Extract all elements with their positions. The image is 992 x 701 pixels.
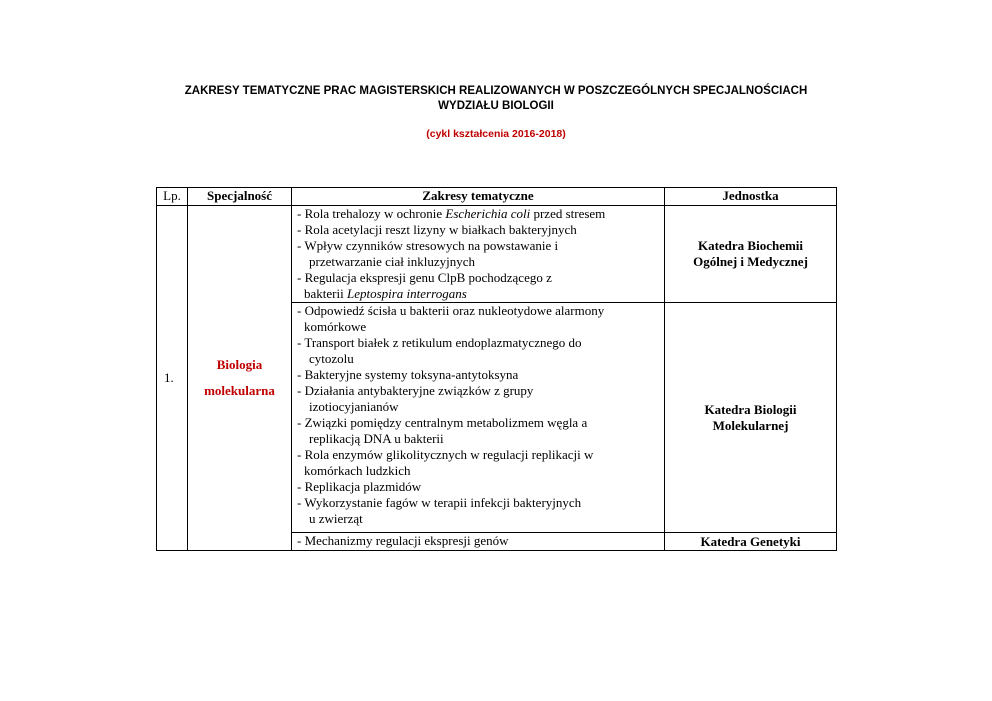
topic-item: - Bakteryjne systemy toksyna-antytoksyna	[297, 367, 519, 382]
header-zakresy: Zakresy tematyczne	[292, 188, 665, 206]
topics-cell-1	[292, 206, 665, 303]
topic-item: - Replikacja plazmidów	[297, 479, 422, 494]
topic-item: - Wpływ czynników stresowych na powstawanie i	[297, 238, 559, 253]
topic-item-continued: replikacją DNA u bakterii	[309, 431, 444, 446]
topic-item: - Regulacja ekspresji genu ClpB pochodzącego z	[297, 270, 552, 285]
topic-item: - Rola enzymów glikolitycznych w regulacji replikacji w	[297, 447, 594, 462]
topic-item: - Mechanizmy regulacji ekspresji genów	[297, 533, 509, 548]
title-line-2: WYDZIAŁU BIOLOGII	[438, 100, 554, 112]
topic-item: - Transport białek z retikulum endoplazmatycznego do	[297, 335, 582, 350]
topic-item-continued: komórkach ludzkich	[304, 463, 411, 478]
topic-item: - Odpowiedź ścisła u bakterii oraz nukleotydowe alarmony	[297, 303, 605, 318]
specialization-cell	[188, 206, 292, 551]
unit-line-2: Ogólnej i Medycznej	[693, 254, 808, 269]
specialization-line-1: Biologia	[216, 357, 263, 372]
header-lp: Lp.	[157, 188, 188, 206]
document-title	[0, 84, 992, 114]
unit-cell-2	[665, 303, 837, 533]
topic-item-continued: przetwarzanie ciał inkluzyjnych	[309, 254, 476, 269]
table-row	[157, 206, 837, 303]
topics-cell-2	[292, 303, 665, 533]
header-specjalnosc: Specjalność	[188, 188, 292, 206]
unit-line-1: Katedra Genetyki	[700, 533, 801, 549]
unit-cell-3	[665, 533, 837, 551]
topic-item: - Związki pomiędzy centralnym metabolizmem węgla a	[297, 415, 588, 430]
unit-line-1: Katedra Biochemii	[697, 238, 804, 253]
topic-item-continued: bakterii Leptospira interrogans	[304, 286, 467, 301]
row-number: 1.	[157, 206, 188, 551]
topic-item: - Rola trehalozy w ochronie Escherichia coli przed stresem	[297, 206, 606, 221]
title-line-1: ZAKRESY TEMATYCZNE PRAC MAGISTERSKICH REALIZOWANYCH W POSZCZEGÓLNYCH SPECJALNOŚCIACH	[184, 85, 808, 97]
topic-item-continued: komórkowe	[304, 319, 367, 334]
topic-item: - Działania antybakteryjne związków z grupy	[297, 383, 534, 398]
unit-cell-1	[665, 206, 837, 303]
topics-table	[156, 187, 837, 551]
unit-line-2: Molekularnej	[712, 417, 789, 433]
document-subtitle: (cykl kształcenia 2016-2018)	[426, 128, 566, 140]
header-jednostka: Jednostka	[665, 188, 837, 206]
topic-item-continued: cytozolu	[309, 351, 354, 366]
topic-item-continued: izotiocyjanianów	[309, 399, 399, 414]
specialization-line-2: molekularna	[204, 383, 275, 398]
topic-item: - Wykorzystanie fagów w terapii infekcji bakteryjnych	[297, 495, 582, 510]
unit-line-1: Katedra Biologii	[704, 401, 797, 417]
topics-cell-3	[292, 533, 665, 551]
topic-item: - Rola acetylacji reszt lizyny w białkach bakteryjnych	[297, 222, 577, 237]
topic-item-continued: u zwierząt	[309, 511, 363, 526]
header-row	[157, 188, 837, 206]
